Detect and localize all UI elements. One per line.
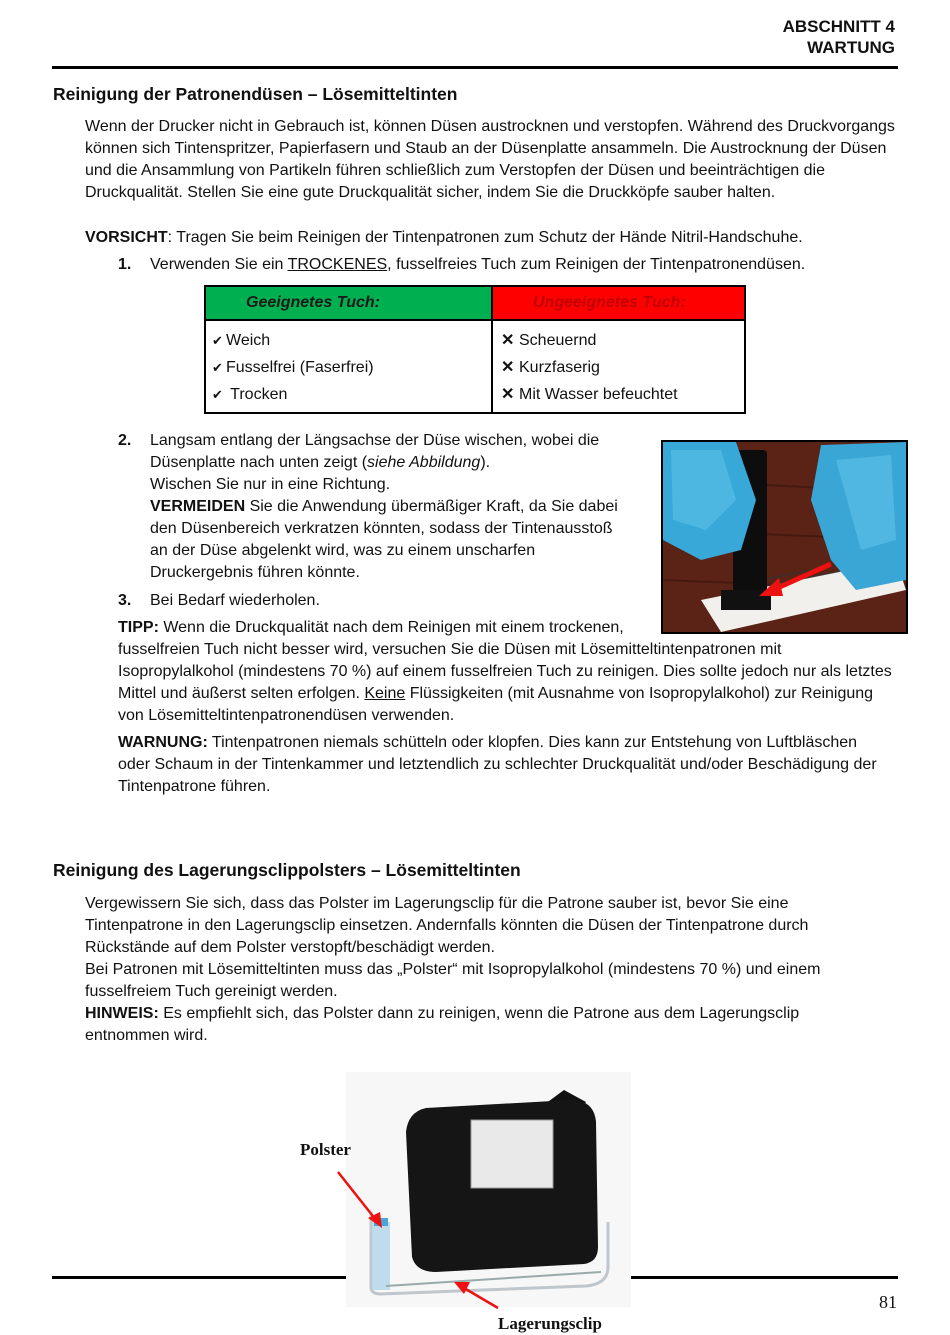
cross-icon: ✕: [501, 386, 515, 403]
step-1-pre: Verwenden Sie ein: [150, 256, 288, 273]
caution-label: VORSICHT: [85, 229, 168, 246]
page-number: 81: [879, 1292, 897, 1312]
cloth-table: [204, 285, 746, 414]
good-item: ✔ Fusselfrei (Faserfrei): [212, 354, 491, 381]
check-icon: ✔: [212, 387, 223, 402]
section2-heading: Reinigung des Lagerungsclippolsters – Lösemitteltinten: [53, 860, 521, 880]
tip-text: fusselfreien Tuch nicht besser wird, versuchen Sie die Düsen mit Lösemitteltintenpatronen mit Isopropylalkohol (mindestens 70 %) auf einem fusselfreien Tuch zu reinigen. Dies sollte jedoch nur als letztes Mittel und äußerst selten erfolgen. Keine Flüssigkeiten (mit Ausnahme von Isopropylalkohol) zur Reinigung von Lösemitteltintenpatronendüsen verwenden.: [118, 641, 892, 724]
avoid-label: VERMEIDEN: [150, 498, 246, 515]
bad-item: ✕ Kurzfaserig: [501, 354, 744, 381]
hint-note: HINWEIS: Es empfiehlt sich, das Polster dann zu reinigen, wenn die Patrone aus dem Lagerungsclip entnommen wird.: [85, 1005, 800, 1044]
good-cloth-header: Geeignetes Tuch:: [246, 294, 380, 311]
good-cloth-header-cell: [205, 286, 492, 320]
good-item: ✔ Trocken: [212, 381, 491, 408]
avoid-note: VERMEIDEN Sie die Anwendung übermäßiger Kraft, da Sie dabei: [150, 498, 618, 515]
good-item: ✔ Weich: [212, 327, 491, 354]
step-1-emphasis: TROCKENES: [287, 256, 388, 273]
bad-cloth-header: Ungeeignetes Tuch:: [533, 294, 686, 311]
tip-label: TIPP:: [118, 619, 159, 636]
step-3-number: 3.: [118, 592, 132, 609]
step-2-number: 2.: [118, 432, 132, 449]
pad-label: Polster: [300, 1140, 351, 1159]
step-2: 2. Langsam entlang der Längsachse der Düse wischen, wobei die Düsenplatte nach unten zeigt (siehe Abbildung). Wischen Sie nur in eine Richtung. VERMEIDEN Sie die Anwendung übermäßiger Kraft, da Sie dabei den Düsenbereich verkratzen könnten, sodass der Tintenausstoß an der Düse abgelenkt wird, was zu einem unscharfen Druckergebnis führen könnte.: [118, 430, 638, 584]
section1-heading: Reinigung der Patronendüsen – Lösemitteltinten: [53, 84, 458, 104]
bad-cloth-list: [492, 320, 745, 413]
clip-arrow: [464, 1288, 498, 1308]
warning-note: WARNUNG: Tintenpatronen niemals schütteln oder klopfen. Dies kann zur Entstehung von Luftbläschen oder Schaum in der Tintenkammer und letztendlich zu schlechter Druckqualität und/oder Beschädigung der Tintenpatrone führen.: [118, 734, 877, 795]
section2-text: Vergewissern Sie sich, dass das Polster im Lagerungsclip für die Patrone sauber ist, bevor Sie eine Tintenpatrone in den Lagerungsclip einsetzen. Andernfalls könnten die Düsen der Tintenpatrone durch Rückstände auf dem Polster verstopft/beschädigt werden. Bei Patronen mit Lösemitteltinten muss das „Polster“ mit Isopropylalkohol (mindestens 70 %) und einem fusselfreiem Tuch gereinigt werden. HINWEIS: Es empfiehlt sich, das Polster dann zu reinigen, wenn die Patrone aus dem Lagerungsclip entnommen wird.: [85, 893, 885, 1047]
step-1-post: , fusselfreies Tuch zum Reinigen der Tintenpatronendüsen.: [387, 256, 806, 273]
bad-item: ✕ Mit Wasser befeuchtet: [501, 381, 744, 408]
tip-first-line: TIPP: Wenn die Druckqualität nach dem Reinigen mit einem trockenen,: [118, 619, 624, 636]
cross-icon: ✕: [501, 332, 515, 349]
check-icon: ✔: [212, 333, 223, 348]
step-1-number: 1.: [118, 256, 132, 273]
hint-label: HINWEIS:: [85, 1005, 159, 1022]
bad-item: ✕ Scheuernd: [501, 327, 744, 354]
step-3: 3. Bei Bedarf wiederholen.: [118, 590, 718, 612]
check-icon: ✔: [212, 360, 223, 375]
caution-text: : Tragen Sie beim Reinigen der Tintenpatronen zum Schutz der Hände Nitril-Handschuhe.: [167, 229, 803, 246]
section-number: ABSCHNITT 4: [782, 17, 895, 36]
pad-arrow: [338, 1172, 376, 1220]
figure-arrows: [330, 1168, 520, 1318]
caution-note: [85, 227, 900, 249]
section-header: [783, 16, 895, 58]
good-cloth-list: [205, 320, 492, 413]
clip-label: Lagerungsclip: [498, 1314, 602, 1333]
header-rule: [52, 66, 898, 69]
section1-intro: Wenn der Drucker nicht in Gebrauch ist, können Düsen austrocknen und verstopfen. Während des Druckvorgangs können sich Tintenspritzer, Papierfasern und Staub an der Düsenplatte ansammeln. Die Austrocknung der Düsen und die Ansammlung von Partikeln führen schließlich zum Verstopfen der Düsen und beeinträchtigen die Druckqualität. Stellen Sie eine gute Druckqualität sicher, indem Sie die Druckköpfe sauber halten.: [85, 118, 895, 201]
bad-cloth-header-cell: [492, 286, 745, 320]
cross-icon: ✕: [501, 359, 515, 376]
step-1: [118, 254, 878, 276]
section-title: WARTUNG: [807, 38, 895, 57]
warning-label: WARNUNG:: [118, 734, 208, 751]
